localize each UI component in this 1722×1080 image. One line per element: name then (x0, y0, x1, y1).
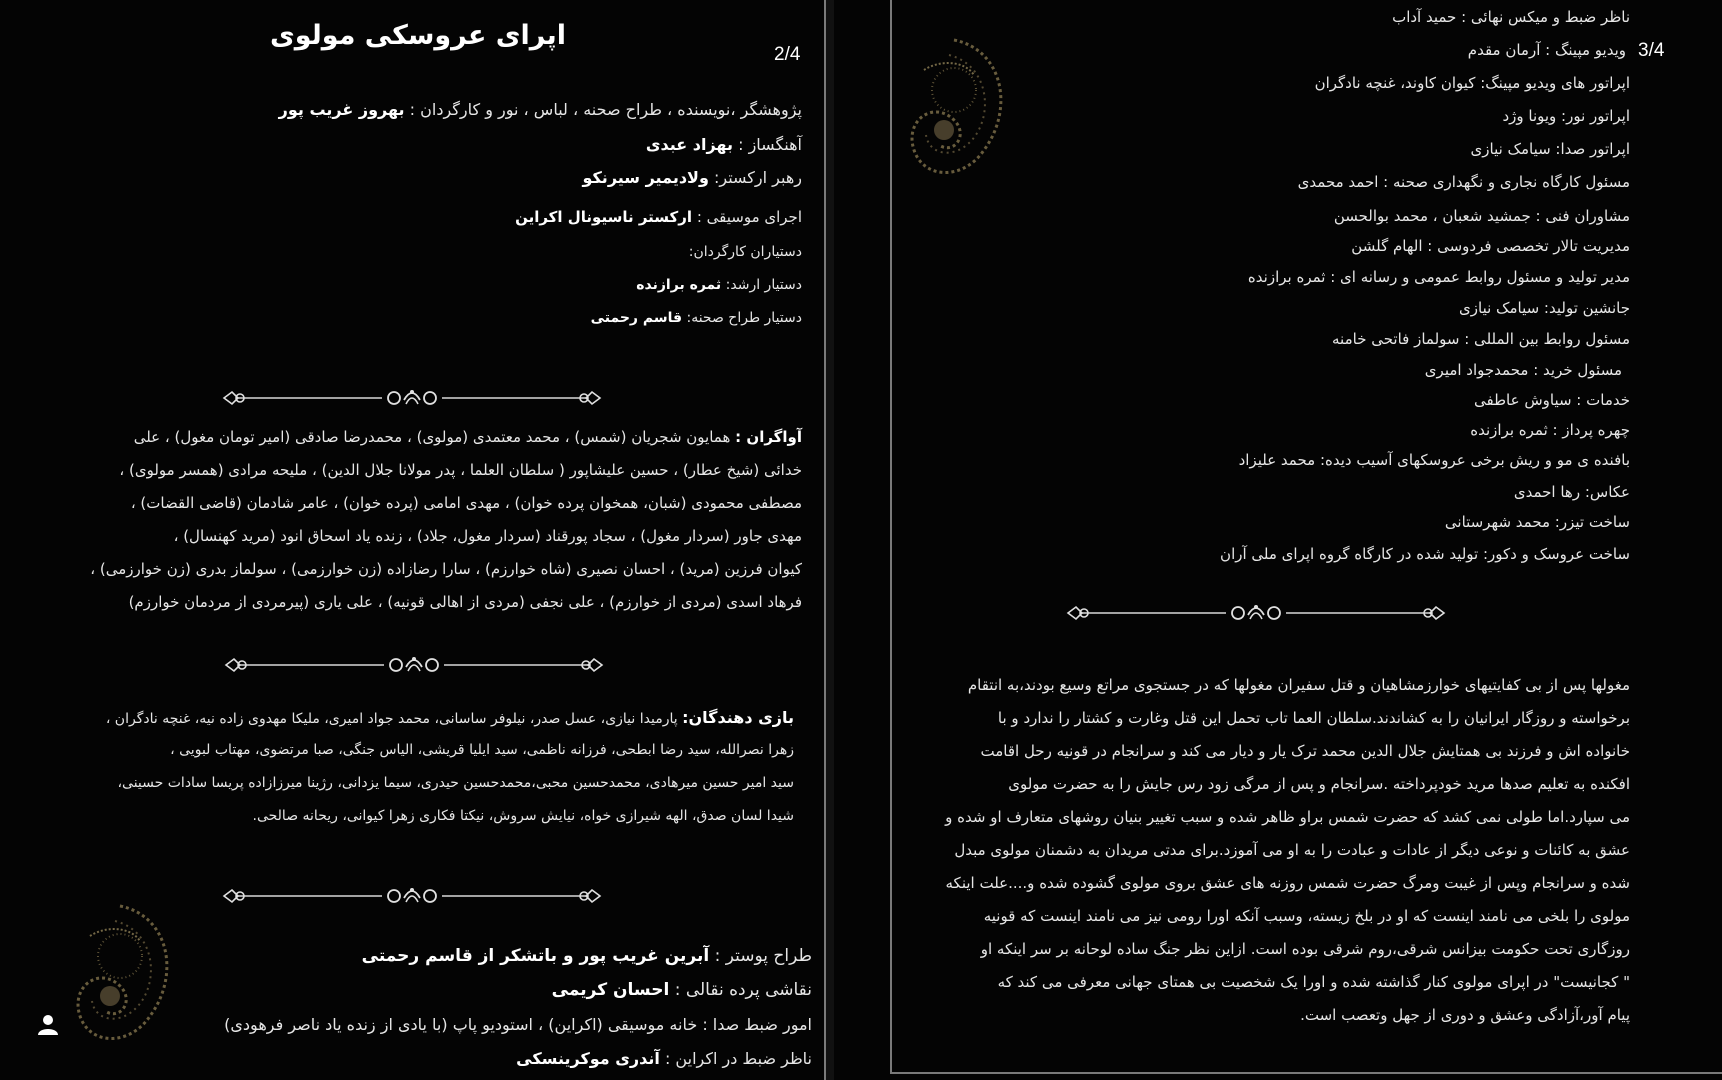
credit-line: مسئول کارگاه نجاری و نگهداری صحنه : احمد محمدی (1297, 173, 1630, 191)
singers-line: خدائی (شیخ عطار) ، حسین علیشاپور ( سلطان العلما ، پدر مولانا جلال الدین) ، ملیحه مرادی (همسر مولوی) ، (119, 461, 802, 479)
credit-line: آهنگساز : بهزاد عبدی (645, 135, 802, 154)
singers-line: کیوان فرزین (مرید) ، احسان نصیری (شاه خوارزم) ، سارا رضازاده (زن خوارزمی) ، سولماز بدری (زن خوارزمی) ، (90, 560, 802, 578)
credit-line: اپراتور صدا: سیامک نیازی (1470, 140, 1630, 158)
credit-line: امور ضبط صدا : خانه موسیقی (اکراین) ، استودیو پاپ (با یادی از زنده یاد ناصر فرهودی) (224, 1015, 812, 1034)
credit-line: دستیار طراح صحنه: قاسم رحمتی (590, 310, 802, 326)
document-page-right (834, 0, 1722, 1080)
credit-line: دستیار ارشد: ثمره برازنده (636, 277, 802, 293)
puppeteers-line: سید امیر حسین میرهادی، محمدحسین محبی،محمدحسین حیدری، سیما یزدانی، رژینا میرزازاده پریسا سادات حسینی، (117, 775, 794, 791)
synopsis-line: مغولها پس از بی کفایتیهای خوارزمشاهیان و قتل سفیران مغولها که در جستجوی مراتع وسیع بودند،به انتقام (967, 676, 1630, 694)
credit-line: ناظر ضبط و میکس نهائی : حمید آداب (1392, 8, 1630, 26)
synopsis-line: برخواسته و روزگار ایرانیان را به کشاندند.سلطان العما تاب تحمل این قتل وغارت و کشتار را ندارد و با (997, 709, 1630, 727)
credit-line: اپراتور نور: ویونا وژد (1502, 107, 1630, 125)
paisley-ornament (894, 0, 1024, 220)
ornament-divider (1066, 601, 1446, 625)
singers-line: آواگران : همایون شجریان (شمس) ، محمد معتمدی (مولوی) ، محمدرضا صادقی (امیر تومان مغول) ، علی (133, 428, 802, 446)
credit-line: عکاس: رها احمدی (1513, 483, 1630, 501)
synopsis-line: پیام آور،آزادگی وعشق و دوری از جهل وتعصب است. (1300, 1006, 1630, 1024)
puppeteers-line: شیدا لسان صدق، الهه شیرازی خواه، نیایش سروش، نیکتا فکاری زهرا کیوانی، ریحانه صالحی. (252, 808, 794, 824)
credit-line: ناظر ضبط در اکراین : آندری موکرینسکی (516, 1049, 812, 1068)
synopsis-line: افکنده به تعلیم صدها مرید خودپرداخته .سرانجام و پس از مرگی زود رس جایش را به حضرت مولوی (1008, 775, 1630, 793)
singers-line: فرهاد اسدی (مردی از خوارزم) ، علی نجفی (مردی از اهالی قونیه) ، علی یاری (پیرمردی از مردمان خوارزم) (128, 593, 802, 611)
puppeteers-line: زهرا نصرالله، سید رضا ابطحی، فرزانه ناظمی، سید ایلیا قریشی، الیاس جنگی، صبا مرتضوی، مهتاب لبویی ، (170, 742, 794, 758)
synopsis-line: می سپارد.اما طولی نمی کشد که حضرت شمس براو ظاهر شده و سبب تغییر بنیان روشهای متعارف او شده و (945, 808, 1630, 826)
credit-line: ساخت عروسک و دکور: تولید شده در کارگاه گروه اپرای ملی آران (1220, 545, 1630, 563)
puppeteers-label: بازی دهندگان: (682, 708, 794, 727)
credit-line: جانشین تولید: سیامک نیازی (1459, 299, 1630, 317)
credit-line: دستیاران کارگردان: (688, 244, 802, 260)
user-profile-icon[interactable] (36, 1012, 60, 1036)
synopsis-line: عشق به کائنات و نوعی دیگر از عادات و عبادت را به او می آموزد.برای مدتی مریدان به دشمنان مولوی مبدل (954, 841, 1630, 859)
ornament-divider (222, 884, 602, 908)
credit-line: خدمات : سیاوش عاطفی (1474, 391, 1630, 409)
singers-label: آواگران : (735, 428, 802, 446)
synopsis-line: مولوی را بلخی می نامند اینست که او در بلخ زیسته، وسبب آنکه اورا رومی نیز می نامند اینست که قونیه (983, 907, 1630, 925)
synopsis-line: روزگاری تحت حکومت بیزانس شرقی،روم شرقی بوده است. ازاین نظر جنگ ساده لوحانه بر سر اینکه او (980, 940, 1630, 958)
credit-line: چهره پرداز : ثمره برازنده (1470, 421, 1630, 439)
paisley-ornament (60, 872, 190, 1080)
credit-line: مشاوران فنی : جمشید شعبان ، محمد بوالحسن (1333, 207, 1630, 225)
synopsis-line: خانواده اش و فرزند بی همتایش جلال الدین محمد ترک یار و دیار می کند و سرانجام در قونیه رحل اقامت (980, 742, 1630, 760)
page-border (824, 0, 826, 1080)
page-title: اپرای عروسکی مولوی (269, 20, 566, 51)
credit-line: ویدیو مپینگ : آرمان مقدم (1467, 41, 1626, 59)
credit-line: پژوهشگر ،نویسنده ، طراح صحنه ، لباس ، نور و کارگردان : بهروز غریب پور (278, 100, 802, 119)
credit-line: مسئول خرید : محمدجواد امیری (1424, 361, 1622, 379)
credit-line: اپراتور های ویدیو مپینگ: کیوان کاوند، غنچه نادگران (1314, 74, 1630, 92)
credit-line: اجرای موسیقی : ارکستر ناسیونال اکراین (515, 208, 802, 226)
page-border (890, 0, 892, 1074)
synopsis-line: شده و سرانجام وپس از غیبت ومرگ حضرت شمس روزنه های عشق بروی مولوی گشوده شده و....علت اینکه (945, 874, 1630, 892)
ornament-divider (224, 653, 604, 677)
document-page-left (0, 0, 826, 1080)
credit-line: ساخت تیزر: محمد شهرستانی (1444, 513, 1630, 531)
credit-line: طراح پوستر : آبرین غریب پور و باتشکر از قاسم رحمتی (361, 946, 812, 966)
credit-line: مدیر تولید و مسئول روابط عمومی و رسانه ای : ثمره برازنده (1247, 268, 1630, 286)
singers-line: مهدی جاور (سردار مغول) ، سجاد پورقناد (سردار مغول، جلاد) ، زنده یاد اسحاق انود (مرید کهنسال) ، (173, 527, 802, 545)
credit-line: مسئول روابط بین المللی : سولماز فاتحی خامنه (1332, 330, 1630, 348)
page-border (890, 1072, 1722, 1074)
ornament-divider (222, 386, 602, 410)
credit-line: رهبر ارکستر: ولادیمیر سیرنکو (582, 168, 802, 187)
credit-line: مدیریت تالار تخصصی فردوسی : الهام گلشن (1351, 237, 1630, 255)
credit-line: نقاشی پرده نقالی : احسان کریمی (551, 980, 812, 1000)
singers-line: مصطفی محمودی (شبان، همخوان پرده خوان) ، مهدی امامی (پرده خوان) ، عامر شادمان (قاضی القضات) ، (130, 494, 802, 512)
synopsis-line: " کجانیست" در اپرای مولوی کنار گذاشته شده و اورا یک شخصیت بی همتای جهانی معرفی می کند که (997, 973, 1630, 991)
credit-line: بافنده ی مو و ریش برخی عروسکهای آسیب دیده: محمد علیزاد (1238, 451, 1630, 469)
page-gutter (826, 0, 834, 1080)
page-number: 2/4 (774, 44, 801, 65)
page-number: 3/4 (1638, 40, 1665, 61)
puppeteers-line: بازی دهندگان: پارمیدا نیازی، عسل صدر، نیلوفر ساسانی، محمد جواد امیری، ملیکا مهدوی زاده نیه، غنچه نادگران ، (105, 708, 794, 727)
